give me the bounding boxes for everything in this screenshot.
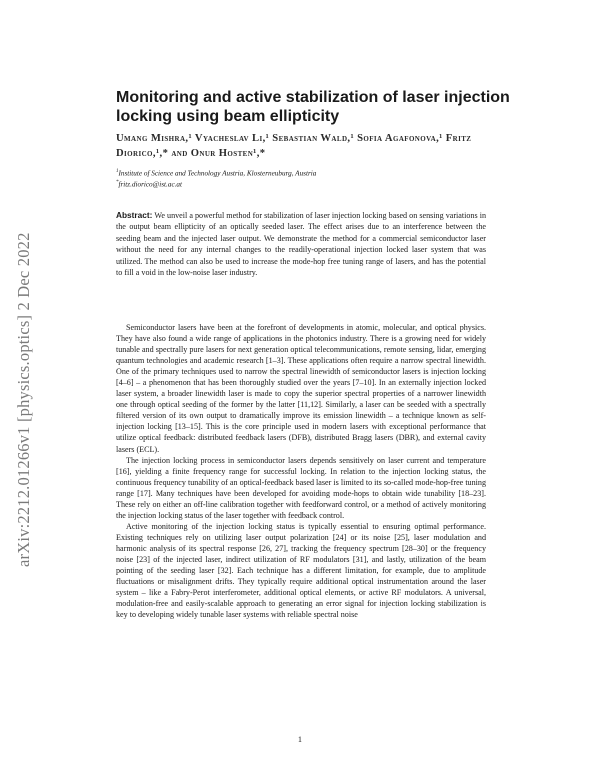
author-list: Umang Mishra,¹ Vyacheslav Li,¹ Sebastian Wald,¹ Sofia Agafonova,¹ Fritz Diorico,¹,* and Onur Hosten¹,* (116, 133, 472, 159)
affiliation-line (116, 167, 516, 178)
paper-title: Monitoring and active stabilization of laser injection locking using beam ellipticity (116, 89, 510, 125)
abstract-text: We unveil a powerful method for stabilization of laser injection locking based on sensing variations in the output beam ellipticity of an optically seeded laser. The effect arises due to an interference between the seeding beam and the injected laser output. We demonstrate the method for a commercial semiconductor laser without the need for any internal changes to the readily-operational injection locked laser system that was utilized. The method can also be used to increase the mode-hop free tuning range of lasers, and has the potential to fill a void in the low-noise laser industry. (116, 211, 486, 278)
paragraph: Semiconductor lasers have been at the forefront of developments in atomic, molecular, and optical physics. They have also found a wide range of applications in the photonics industry. There is a growing need for widely tunable and spectrally pure lasers for next generation optical telecommunications, remote sensing, lidar, emerging quantum technologies and academic research [1–3]. These applications often require a narrow spectral linewidth. One of the primary techniques used to narrow the spectral linewidth of semiconductor lasers is injection locking [4–6] – a phenomenon that has been thoroughly studied over the years [7–10]. In an externally injection locked laser system, a broader linewidth laser is made to copy the superior spectral properties of a narrower linewidth one through optical seeding of the former by the latter [11,12]. Similarly, a laser can be seeded with a spectrally filtered version of its own output to dramatically improve its emission linewidth – a technique known as self-injection locking [13–15]. This is the core principle used in modern lasers with exceptional performance that utilize optical feedback: distributed feedback lasers (DFB), distributed Bragg lasers (DBR), and external cavity lasers (ECL). (116, 323, 486, 454)
abstract (116, 210, 486, 278)
corresponding-email[interactable]: fritz.diorico@ist.ac.at (118, 180, 183, 189)
email-line (116, 178, 516, 189)
arxiv-stamp: arXiv:2212.01266v1 [physics.optics] 2 Dec 2022 (14, 232, 33, 568)
abstract-label: Abstract: (116, 210, 153, 220)
paragraph: Active monitoring of the injection locking status is typically essential to ensuring optimal performance. Existing techniques rely on utilizing laser output polarization [24] or its noise [25], laser modulation and harmonic analysis of its spectral response [26, 27], tracking the frequency spectrum [28–30] or the frequency noise [23] of the injected laser, indirect utilization of RF modulators [31], and lastly, utilization of the beam pointing of the seeding laser [32]. Each technique has a different limitation, for example, due to amplitude fluctuations or misalignment drifts. They typically require additional optical instrumentation around the laser system – like a Fabry-Perot interferometer, additional optical elements, or active RF modulators. A universal, modulation-free and easily-scalable approach to generating an error signal for injection locking stabilization is key to developing widely tunable laser systems with reliable spectral noise (116, 521, 486, 620)
body-text (116, 322, 486, 620)
page-number: 1 (297, 735, 303, 744)
affiliation-mark: 1 (116, 169, 119, 174)
paragraph: The injection locking process in semiconductor lasers depends sensitively on laser current and temperature [16], yielding a finite frequency range for successful locking. In relation to the injection locking status, the continuous frequency tunability of an optical-feedback based laser is limited to its so-called mode-hop-free tuning range [17]. Many techniques have been developed for avoiding mode-hops to obtain wide tunability [18–23]. These rely on either an off-line calibration together with feedforward control, or a method of actively monitoring the injection locking status of the laser together with feedback control. (116, 455, 486, 520)
affiliations (116, 167, 516, 190)
affiliation-text: Institute of Science and Technology Austria, Klosterneuburg, Austria (118, 169, 317, 178)
email-mark: * (116, 180, 119, 186)
